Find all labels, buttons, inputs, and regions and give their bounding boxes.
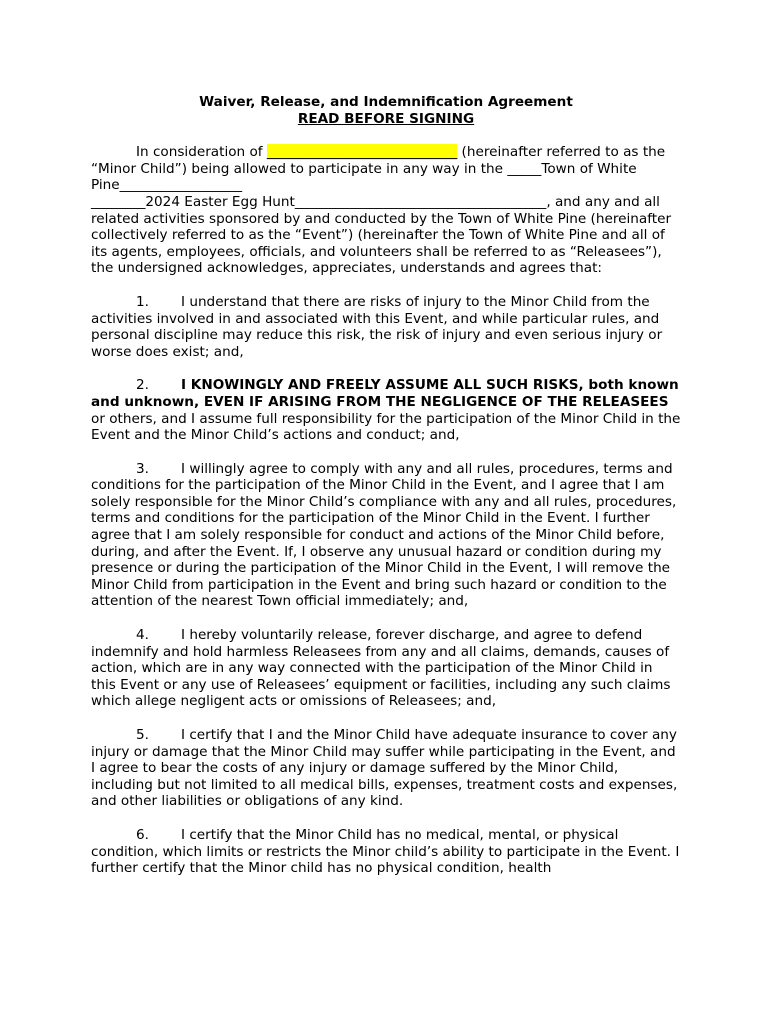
clause-4 <box>91 627 681 710</box>
clause-bold-text: I KNOWINGLY AND FREELY ASSUME ALL SUCH RISKS, both known and unknown, EVEN IF ARISING FROM THE NEGLIGENCE OF THE RELEASEES <box>91 377 679 410</box>
clause-6 <box>91 827 681 877</box>
document-title: Waiver, Release, and Indemnification Agreement <box>199 94 573 110</box>
clause-text: I understand that there are risks of injury to the Minor Child from the activities involved in and associated with this Event, and while particular rules, and personal discipline may reduce this risk, the risk of injury and even serious injury or worse does exist; and, <box>91 293 663 360</box>
document-subtitle: READ BEFORE SIGNING <box>297 110 475 127</box>
clause-text: I hereby voluntarily release, forever discharge, and agree to defend indemnify and hold harmless Releasees from any and all claims, demands, causes of action, which are in any way connected with the participation of the Minor Child in this Event or any use of Releasees’ equipment or facilities, including any such claims which allege negligent acts or omissions of Releasees; and, <box>91 627 671 710</box>
clause-text: I certify that I and the Minor Child have adequate insurance to cover any injury or damage that the Minor Child may suffer while participating in the Event, and I agree to bear the costs of any injury or damage suffered by the Minor Child, including but not limited to all medical bills, expenses, treatment costs and expenses, and other liabilities or obligations of any kind. <box>91 727 678 810</box>
clause-number: 4. <box>136 627 149 644</box>
clause-text: or others, and I assume full responsibility for the participation of the Minor Child in the Event and the Minor Child’s actions and conduct; and, <box>91 410 681 444</box>
clause-number: 1. <box>136 293 149 310</box>
intro-text-b: ________2024 Easter Egg Hunt_____________________________________, and any and all related activities sponsored by and conducted by the Town of White Pine (hereinafter collectively referred to as the “Event”) (hereinafter the Town of White Pine and all of its agents, employees, officials, and volunteers shall be referred to as “Releasees”), the undersigned acknowledges, appreciates, understands and agrees that: <box>91 193 672 277</box>
clause-2 <box>91 377 681 443</box>
clause-3 <box>91 461 681 610</box>
intro-paragraph <box>91 144 681 277</box>
intro-text-a: (hereinafter referred to as the “Minor Child”) being allowed to participate in any way in the _____Town of White Pine__________________ <box>91 144 666 194</box>
minor-child-name-blank[interactable]: ____________________________ <box>266 144 458 161</box>
intro-lead: In consideration of <box>136 144 263 161</box>
clause-number: 6. <box>136 826 149 843</box>
clause-number: 2. <box>136 377 149 394</box>
clause-number: 5. <box>136 727 149 743</box>
clause-1 <box>91 294 681 360</box>
clause-5 <box>91 727 681 810</box>
clause-text: I certify that the Minor Child has no medical, mental, or physical condition, which limits or restricts the Minor child’s ability to participate in the Event. I further certify that the Minor child has no physical condition, health <box>91 826 680 877</box>
clause-text: I willingly agree to comply with any and all rules, procedures, terms and conditions for the participation of the Minor Child in the Event, and I agree that I am solely responsible for the Minor Child’s compliance with any and all rules, procedures, terms and conditions for the participation of the Minor Child in the Event. I further agree that I am solely responsible for conduct and actions of the Minor Child before, during, and after the Event. If, I observe any unusual hazard or condition during my presence or during the participation of the Minor Child in the Event, I will remove the Minor Child from participation in the Event and bring such hazard or condition to the attention of the nearest Town official immediately; and, <box>91 460 677 610</box>
document-page <box>91 94 681 877</box>
clause-number: 3. <box>136 460 149 477</box>
